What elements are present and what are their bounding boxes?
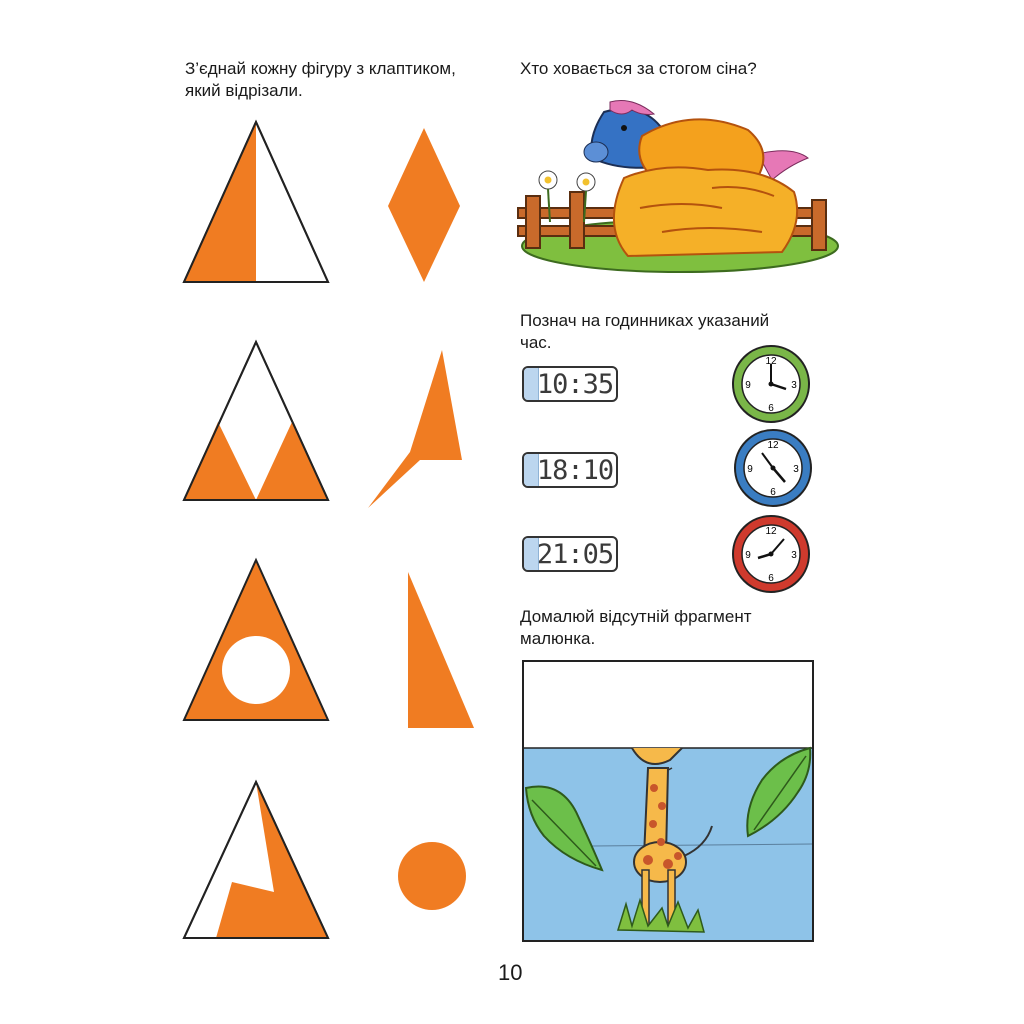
digital-time-1 <box>522 366 618 402</box>
clock-number-9: 9 <box>745 550 751 561</box>
thin-triangle-piece <box>408 572 474 728</box>
clock-number-9: 9 <box>745 380 751 391</box>
clock-number-6: 6 <box>768 403 774 414</box>
digital-time-text: 10:35 <box>536 369 614 400</box>
haystack-icon <box>614 119 797 256</box>
diamond-piece <box>388 128 460 282</box>
digital-time-3 <box>522 536 618 572</box>
clock-number-9: 9 <box>747 464 753 475</box>
clock-number-3: 3 <box>793 464 799 475</box>
analog-clock-3[interactable] <box>728 514 814 596</box>
digital-time-text: 18:10 <box>536 455 614 486</box>
arrow-piece <box>368 350 462 508</box>
haystack-question: Хто ховається за стогом сіна? <box>520 59 757 78</box>
triangle-half-cut <box>184 122 328 282</box>
analog-clock-2[interactable] <box>730 428 816 510</box>
clock-number-12: 12 <box>765 356 777 367</box>
drawing-instruction: Домалюй відсутній фрагмент малюнка. <box>520 607 752 648</box>
clock-number-3: 3 <box>791 550 797 561</box>
haystack-illustration <box>512 96 842 276</box>
circle-piece <box>398 842 466 910</box>
clock-number-12: 12 <box>765 526 777 537</box>
clock-number-3: 3 <box>791 380 797 391</box>
analog-clock-1[interactable] <box>728 344 814 426</box>
triangle-with-hole <box>184 560 328 720</box>
giraffe-picture[interactable] <box>522 660 814 942</box>
digital-time-2 <box>522 452 618 488</box>
clock-number-6: 6 <box>768 573 774 584</box>
triangle-with-notch <box>184 342 328 500</box>
clock-number-12: 12 <box>767 440 779 451</box>
clock-number-6: 6 <box>770 487 776 498</box>
clocks-instruction: Познач на годинниках указаний час. <box>520 311 770 352</box>
triangle-zigzag <box>184 782 328 938</box>
digital-time-text: 21:05 <box>536 539 614 570</box>
shapes-illustration <box>170 110 490 950</box>
page-number: 10 <box>498 960 523 985</box>
shapes-instruction: З’єднай кожну фігуру з клаптиком, який відрізали. <box>185 59 456 100</box>
